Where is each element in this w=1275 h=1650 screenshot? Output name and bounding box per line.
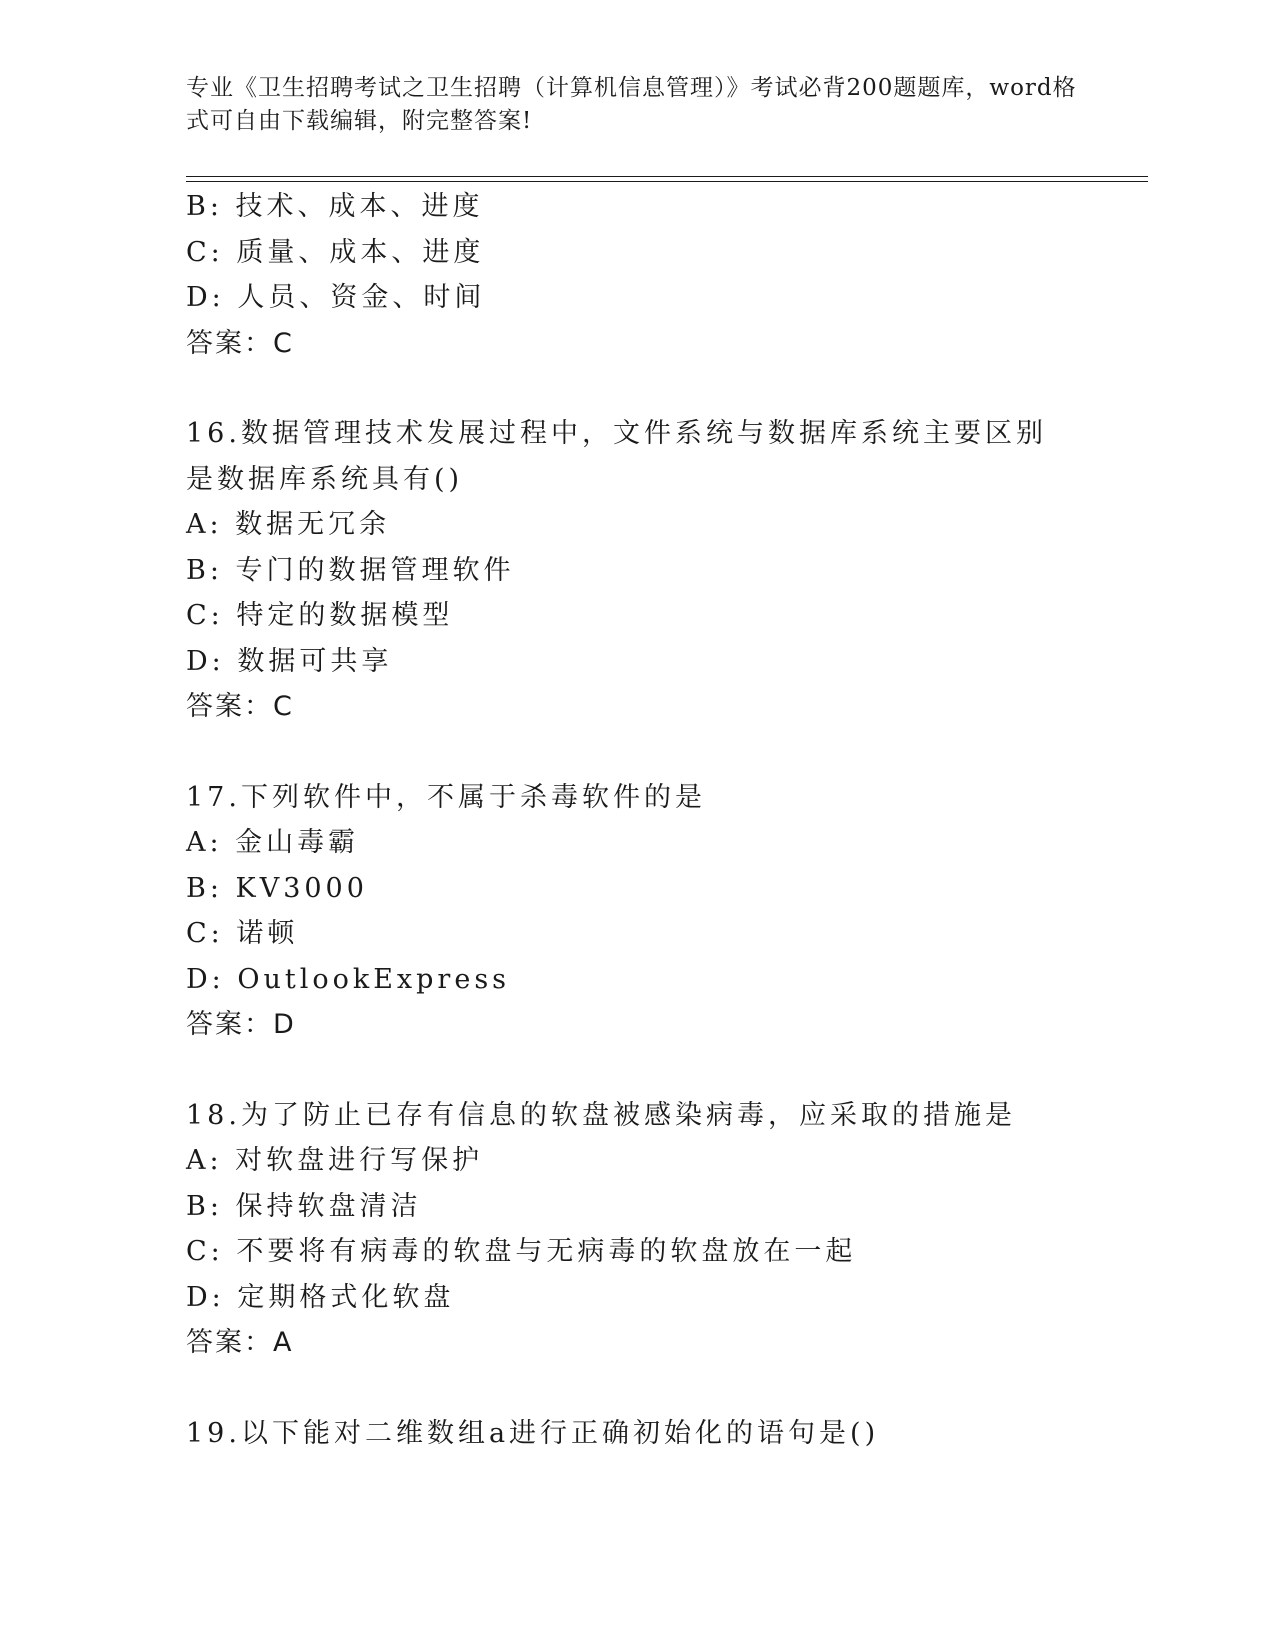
- document-header: [186, 72, 1086, 138]
- option-a: A: 对软盘进行写保护: [186, 1145, 484, 1176]
- option-c: C: 质量、成本、进度: [186, 236, 485, 268]
- option-a: A: 金山毒霸: [186, 827, 360, 858]
- question-stem: 16.数据管理技术发展过程中，文件系统与数据库系统主要区别是数据库系统具有(): [186, 418, 1047, 495]
- option-c: C: 特定的数据模型: [186, 600, 454, 631]
- spacer: [186, 366, 1146, 411]
- option-c: C: 诺顿: [186, 918, 299, 949]
- option-c: C: 不要将有病毒的软盘与无病毒的软盘放在一起: [186, 1236, 857, 1267]
- answer: 答案：C: [186, 691, 294, 722]
- question-stem: 17.下列软件中，不属于杀毒软件的是: [186, 781, 706, 813]
- spacer: [186, 1048, 1146, 1093]
- answer: 答案：A: [186, 1327, 294, 1358]
- header-divider-top: [186, 176, 1148, 177]
- question-19: [186, 1411, 1146, 1457]
- spacer: [186, 730, 1146, 775]
- option-d: D: 人员、资金、时间: [186, 282, 486, 313]
- option-a: A: 数据无冗余: [186, 509, 391, 540]
- question-16: [186, 411, 1146, 730]
- option-d: D: 数据可共享: [186, 645, 393, 677]
- option-b: B: 技术、成本、进度: [186, 191, 484, 222]
- question-15: [186, 184, 1146, 366]
- answer: 答案：C: [186, 327, 294, 359]
- question-list: [186, 184, 1146, 1456]
- question-17: [186, 775, 1146, 1048]
- question-18: [186, 1093, 1146, 1366]
- question-stem: 18.为了防止已存有信息的软盘被感染病毒，应采取的措施是: [186, 1099, 1016, 1131]
- option-d: D: 定期格式化软盘: [186, 1281, 455, 1313]
- spacer: [186, 1366, 1146, 1411]
- question-stem: 19.以下能对二维数组a进行正确初始化的语句是(): [186, 1417, 880, 1449]
- header-divider-bottom: [186, 181, 1148, 182]
- option-d: D: OutlookExpress: [186, 963, 511, 995]
- option-b: B: 保持软盘清洁: [186, 1190, 422, 1222]
- option-b: B: 专门的数据管理软件: [186, 554, 515, 586]
- answer: 答案：D: [186, 1009, 296, 1040]
- header-text: 专业《卫生招聘考试之卫生招聘（计算机信息管理）》考试必背200题题库，word格式可自由下载编辑，附完整答案!: [186, 75, 1077, 134]
- option-b: B: KV3000: [186, 872, 368, 904]
